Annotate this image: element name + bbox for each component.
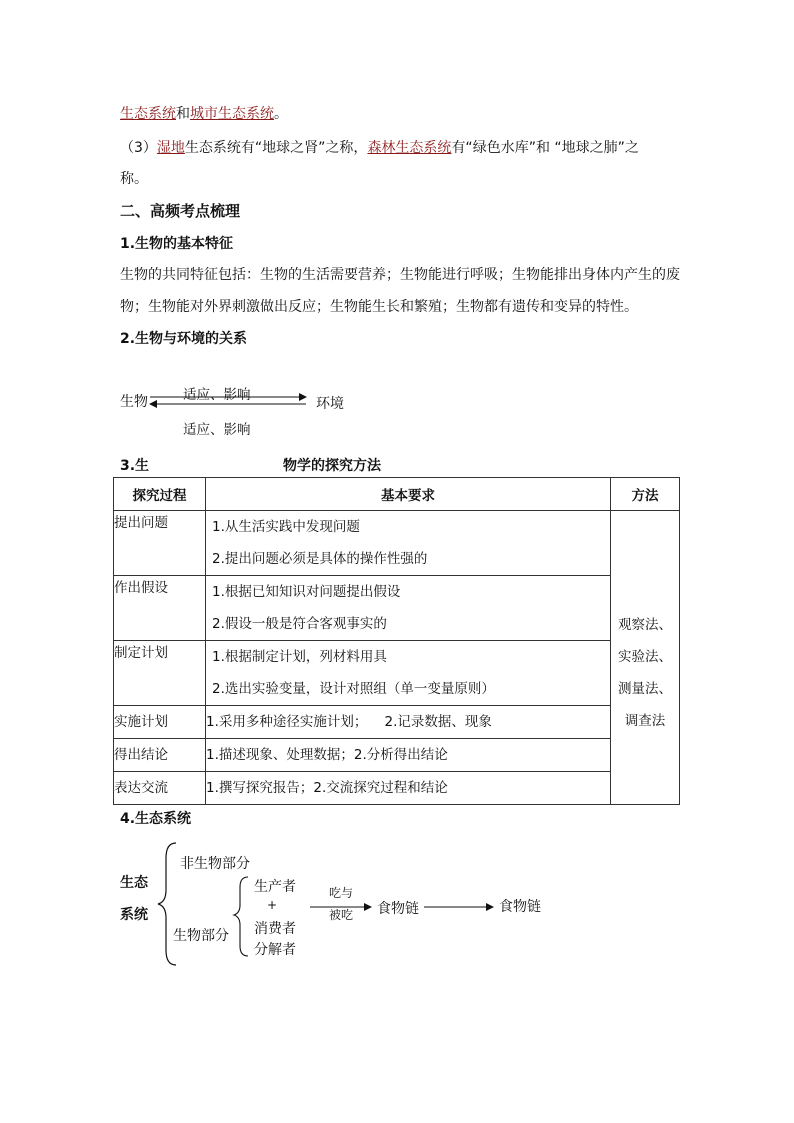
- step-cell: 实施计划: [114, 706, 206, 739]
- relation-organism: 生物: [120, 394, 148, 410]
- step-cell: 表达交流: [114, 772, 206, 805]
- plus-sign: +: [267, 898, 278, 912]
- relation-bottom-label: 适应、影响: [183, 422, 251, 438]
- topic3-title-b: 物学的探究方法: [283, 458, 381, 474]
- relation-top-label: 适应、影响: [183, 387, 251, 403]
- requirement-line: 1.根据制定计划，列材料用具: [212, 649, 387, 665]
- requirement-line: 1.撰写探究报告；2.交流探究过程和结论: [206, 772, 611, 805]
- requirement-line: 1.从生活实践中发现问题: [212, 519, 360, 535]
- living-part: 生物部分: [173, 928, 229, 944]
- section-title: 二、高频考点梳理: [120, 202, 241, 220]
- requirement-line: 1.根据已知知识对问题提出假设: [212, 584, 401, 600]
- link-ecosystem[interactable]: 生态系统: [120, 106, 176, 122]
- topic3-title-a: 3.生: [120, 458, 150, 474]
- requirement-line: 2.选出实验变量，设计对照组（单一变量原则）: [212, 681, 495, 697]
- decomposer: 分解者: [254, 942, 296, 958]
- step-cell: 提出问题: [114, 511, 206, 576]
- relation-environment: 环境: [316, 396, 344, 412]
- header-step: 探究过程: [114, 478, 206, 511]
- method-item: 实验法、: [618, 649, 672, 665]
- link-wetland[interactable]: 湿地: [156, 140, 185, 156]
- intro-text: 生态系统有“地球之肾”之称，: [184, 140, 368, 156]
- requirement-line: 1.采用多种途径实施计划； 2.记录数据、现象: [206, 706, 611, 739]
- step-cell: 得出结论: [114, 739, 206, 772]
- nonliving-part: 非生物部分: [180, 856, 250, 872]
- consumer: 消费者: [254, 921, 296, 937]
- requirement-line: 2.假设一般是符合客观事实的: [212, 616, 387, 632]
- ecosystem-root-b: 系统: [120, 907, 148, 923]
- food-chain-1: 食物链: [377, 901, 419, 917]
- intro-text: （3）: [120, 140, 157, 156]
- food-chain-2: 食物链: [499, 899, 541, 915]
- header-method: 方法: [611, 478, 680, 511]
- ecosystem-brace: [158, 843, 176, 965]
- topic1-text-1: 生物的共同特征包括：生物的生活需要营养；生物能进行呼吸；生物能排出身体内产生的废: [120, 267, 680, 283]
- eat-label-top: 吃与: [329, 886, 354, 900]
- link-forest-ecosystem[interactable]: 森林生态系统: [367, 140, 452, 156]
- producer: 生产者: [254, 879, 296, 895]
- topic4-title: 4.生态系统: [120, 811, 192, 827]
- method-item: 观察法、: [618, 617, 672, 633]
- link-urban-ecosystem[interactable]: 城市生态系统: [190, 106, 274, 122]
- method-item: 调查法: [624, 713, 666, 729]
- header-requirement: 基本要求: [206, 478, 611, 511]
- step-cell: 制定计划: [114, 641, 206, 706]
- requirement-line: 1.描述现象、处理数据；2.分析得出结论: [206, 739, 611, 772]
- eat-label-bottom: 被吃: [329, 908, 354, 922]
- topic2-title: 2.生物与环境的关系: [120, 331, 248, 347]
- topic1-title: 1.生物的基本特征: [120, 236, 234, 252]
- intro-text: 有“绿色水库”和 “地球之肺”之: [451, 140, 639, 156]
- living-brace: [234, 877, 248, 956]
- method-item: 测量法、: [618, 681, 672, 697]
- intro-text: 。: [274, 106, 288, 122]
- requirement-line: 2.提出问题必须是具体的操作性强的: [212, 551, 428, 567]
- step-cell: 作出假设: [114, 576, 206, 641]
- intro-line-3: 称。: [120, 171, 148, 187]
- intro-text: 和: [176, 106, 190, 122]
- ecosystem-root-a: 生态: [120, 875, 148, 891]
- topic1-text-2: 物；生物能对外界刺激做出反应；生物能生长和繁殖；生物都有遗传和变异的特性。: [120, 299, 638, 315]
